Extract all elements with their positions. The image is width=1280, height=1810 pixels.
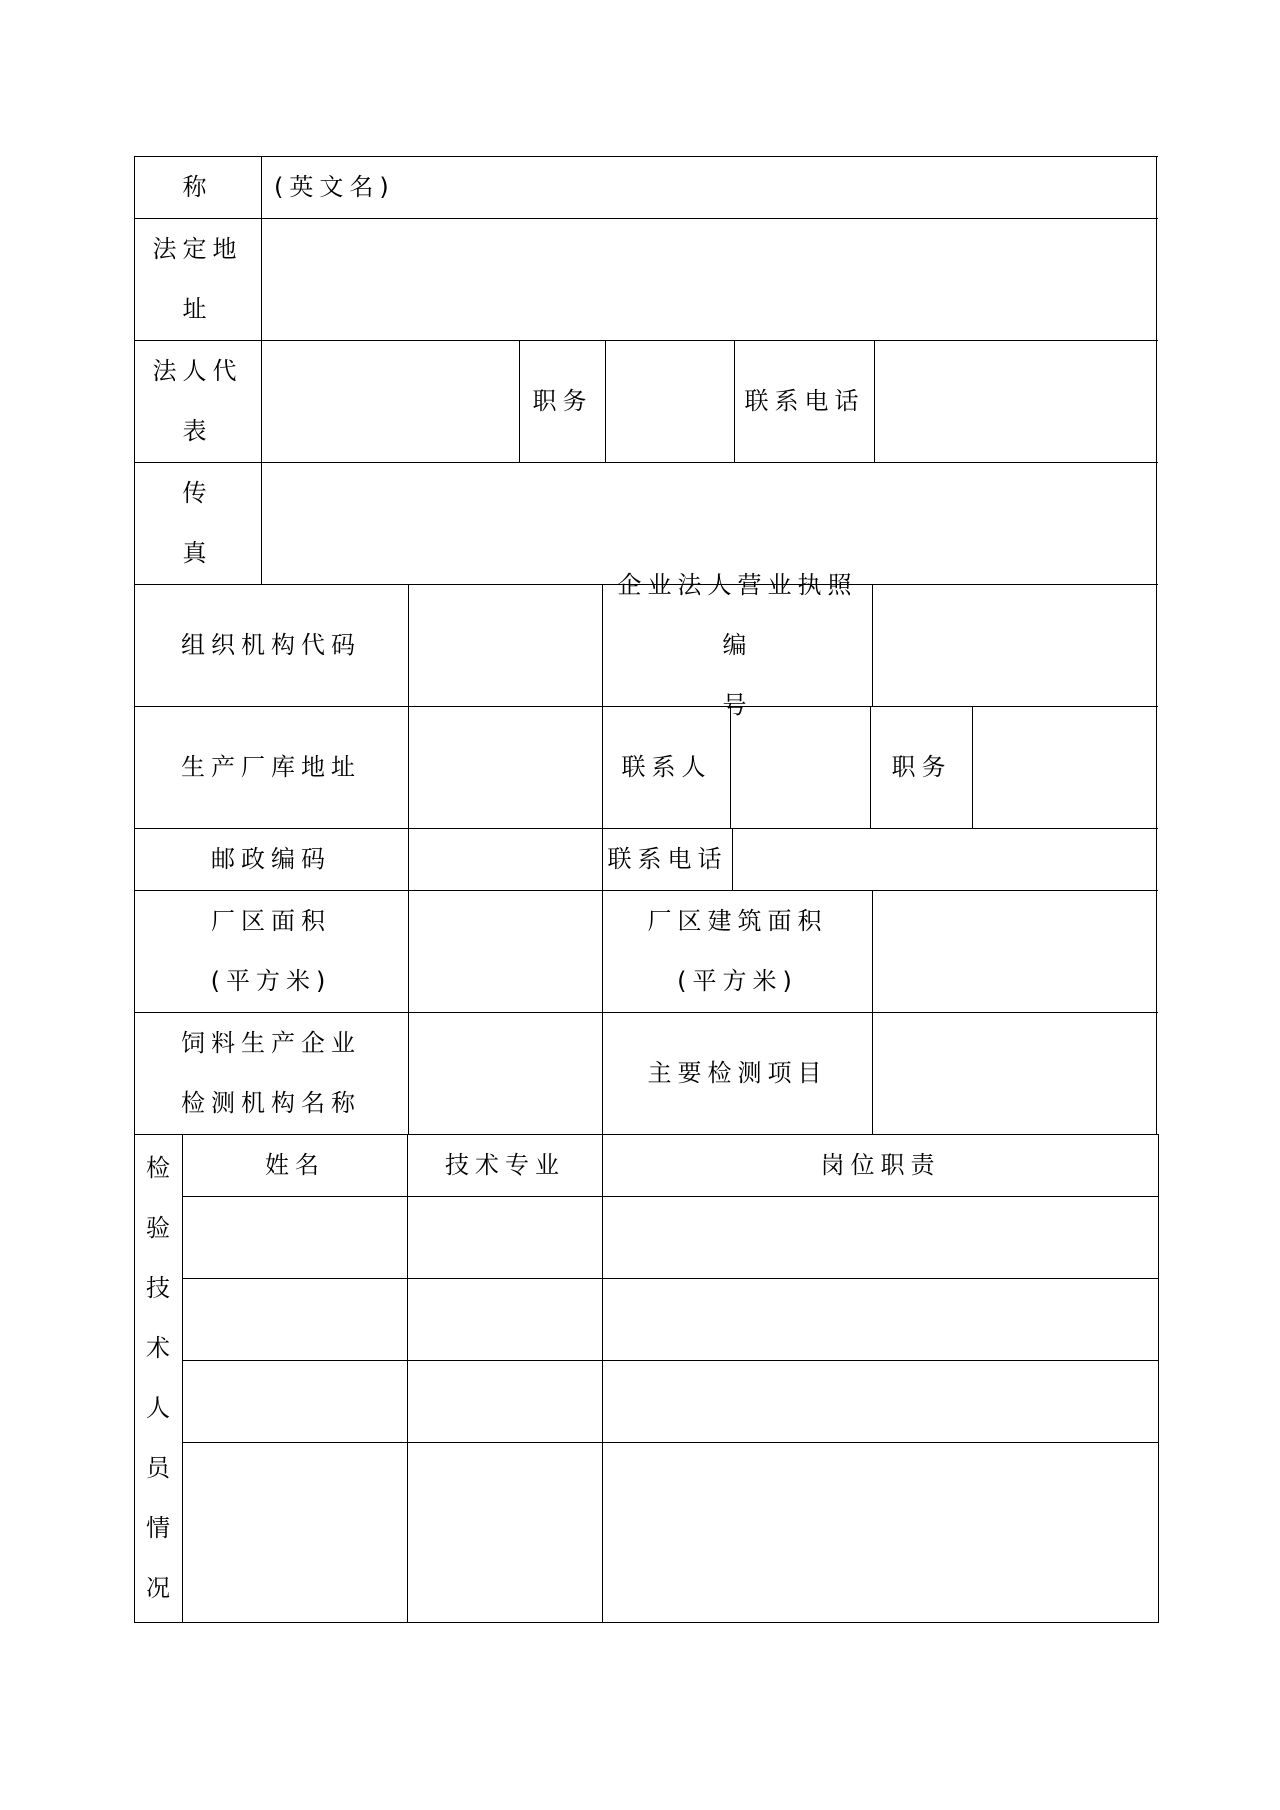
org-code-label: 组织机构代码 [181,631,361,659]
building-area-label: 厂区建筑面积 (平方米) [647,907,828,995]
phone-label: 联系电话 [744,387,865,415]
postcode-field[interactable] [409,828,602,890]
org-code-field[interactable] [409,584,602,706]
contact-position-label: 职务 [891,753,952,781]
legal-address-field[interactable] [262,218,1156,340]
plant-area-label: 厂区面积 (平方米) [210,907,332,995]
plant-area-field[interactable] [409,890,602,1012]
staff-section-label: 检 验 技 术 人 员 情 况 [146,1154,170,1602]
factory-address-field[interactable] [409,706,602,828]
main-test-items-label: 主要检测项目 [647,1059,828,1087]
phone-field[interactable] [875,340,1156,462]
lab-name-field[interactable] [409,1012,602,1134]
postcode-label: 邮政编码 [211,845,331,873]
contact-phone-label: 联系电话 [607,845,728,873]
fax-label: 传 真 [182,479,213,567]
staff-header-name: 姓名 [265,1151,325,1179]
business-license-label: 企业法人营业执照编 号 [617,571,858,719]
name-english-field[interactable]: (英文名) [274,173,395,201]
contact-person-field[interactable] [731,706,870,828]
position-label: 职务 [532,387,593,415]
staff-row-1[interactable] [183,1197,1158,1278]
name-label: 称 [182,173,213,201]
contact-position-field[interactable] [973,706,1156,828]
contact-person-label: 联系人 [621,753,712,781]
rule [1156,156,1157,1134]
legal-representative-field[interactable] [262,340,519,462]
rule [134,1622,1158,1623]
factory-address-label: 生产厂库地址 [181,753,361,781]
rule [1158,1134,1159,1623]
legal-representative-label: 法人代 表 [152,357,243,445]
staff-row-4[interactable] [183,1443,1158,1622]
legal-address-label: 法定地 址 [152,235,243,323]
staff-header-duties: 岗位职责 [820,1151,941,1179]
staff-row-3[interactable] [183,1361,1158,1442]
main-test-items-field[interactable] [873,1012,1156,1134]
business-license-field[interactable] [873,584,1156,706]
staff-header-specialty: 技术专业 [445,1151,565,1179]
position-field[interactable] [606,340,734,462]
staff-row-2[interactable] [183,1279,1158,1360]
building-area-field[interactable] [873,890,1156,1012]
contact-phone-field[interactable] [733,828,1156,890]
lab-name-label: 饲料生产企业 检测机构名称 [181,1029,361,1117]
